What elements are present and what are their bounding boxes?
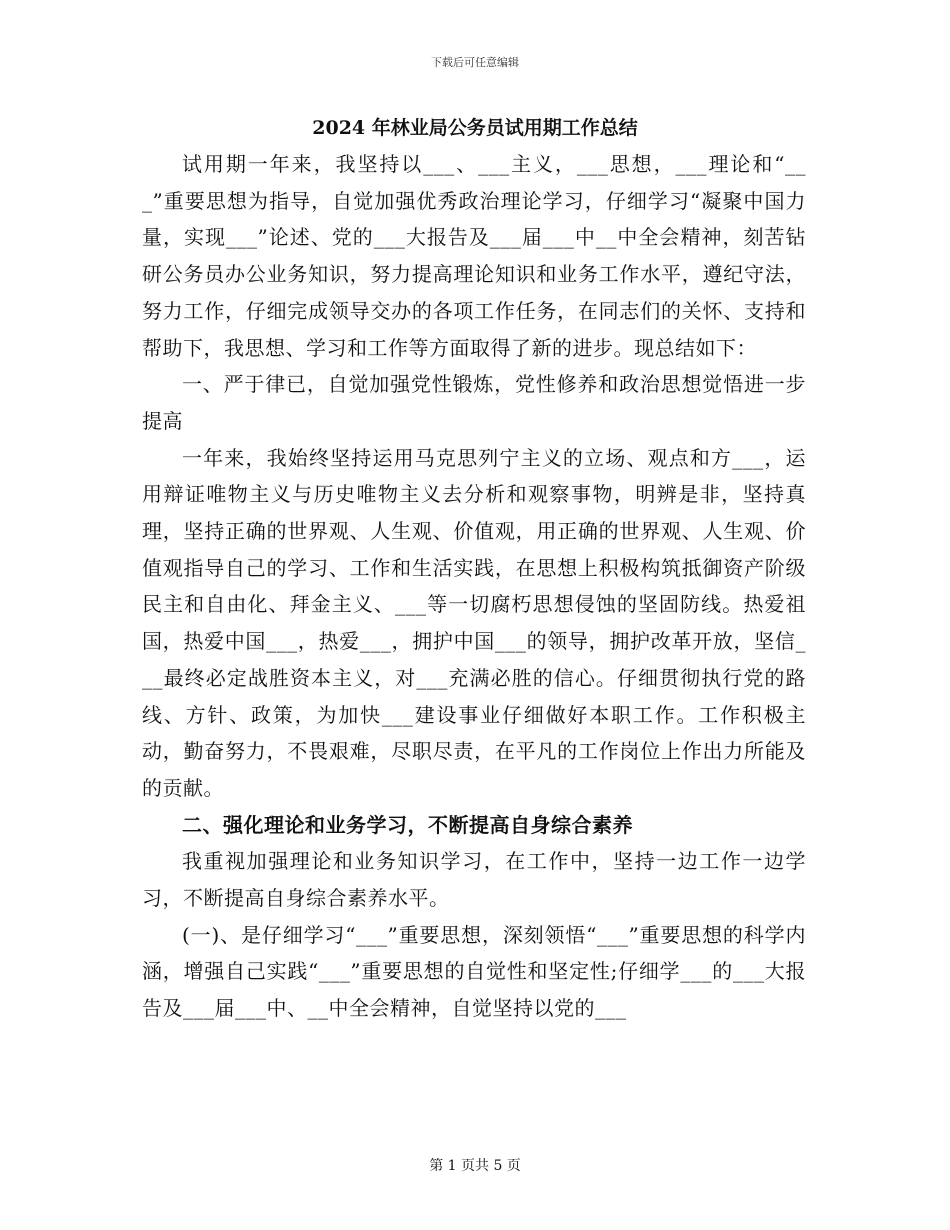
page-number-footer: 第 1 页共 5 页 [429, 1158, 521, 1174]
section-heading-2: 二、强化理论和业务学习，不断提高自身综合素养 [182, 812, 633, 837]
document-body [142, 146, 806, 1027]
page-header-note: 下载后可任意编辑 [431, 56, 519, 69]
document-title: 2024 年林业局公务员试用期工作总结 [312, 117, 638, 139]
paragraph-intro: 试用期一年来，我坚持以___、___主义，___思想，___理论和“___”重要思想为指导，自觉加强优秀政治理论学习，仔细学习“凝聚中国力量，实现___”论述、党的___大报告及___届___中__中全会精神，刻苦钻研公务员办公业务知识，努力提高理论知识和业务工作水平，遵纪守法，努力工作，仔细完成领导交办的各项工作任务，在同志们的关怀、支持和帮助下，我思想、学习和工作等方面取得了新的进步。现总结如下： [142, 152, 806, 360]
section-heading-1: 一、严于律已，自觉加强党性锻炼，党性修养和政治思想觉悟进一步提高 [142, 372, 806, 433]
paragraph-subsection-1: (一)、是仔细学习“___”重要思想，深刻领悟“___”重要思想的科学内涵，增强自己实践“___”重要思想的自觉性和坚定性;仔细学___的___大报告及___届___中、__中全会精神，自觉坚持以党的___ [142, 922, 806, 1021]
paragraph-section-2: 我重视加强理论和业务知识学习，在工作中，坚持一边工作一边学习，不断提高自身综合素养水平。 [142, 849, 806, 911]
paragraph-section-1: 一年来，我始终坚持运用马克思列宁主义的立场、观点和方___，运用辩证唯物主义与历史唯物主义去分析和观察事物，明辨是非，坚持真理，坚持正确的世界观、人生观、价值观，用正确的世界观、人生观、价值观指导自己的学习、工作和生活实践，在思想上积极构筑抵御资产阶级民主和自由化、拜金主义、___等一切腐朽思想侵蚀的坚固防线。热爱祖国，热爱中国___，热爱___，拥护中国___的领导，拥护改革开放，坚信___最终必定战胜资本主义，对___充满必胜的信心。仔细贯彻执行党的路线、方针、政策，为加快___建设事业仔细做好本职工作。工作积极主动，勤奋努力，不畏艰难，尽职尽责，在平凡的工作岗位上作出力所能及的贡献。 [142, 445, 806, 800]
